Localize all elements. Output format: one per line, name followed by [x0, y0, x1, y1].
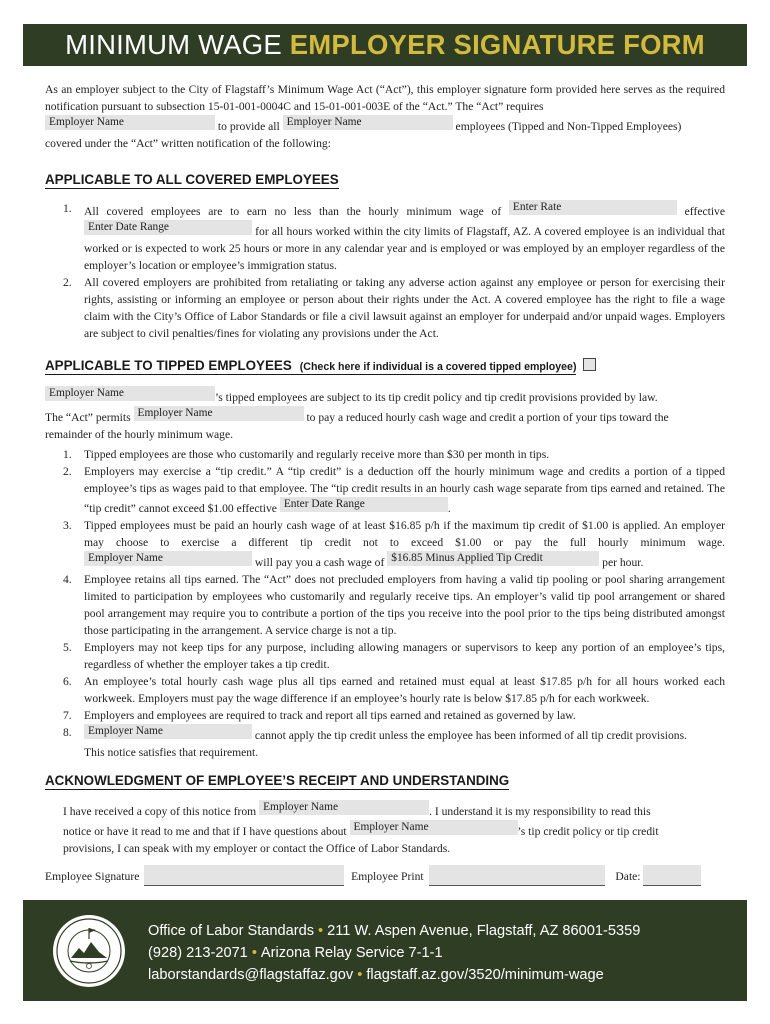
employee-print-field[interactable] [429, 865, 605, 886]
acknowledgment-paragraph: I have received a copy of this notice from Employer Name . I understand it is my responsibility to read this notice or have it read to me and that if I have questions about Employer Name ’s tip credit policy or tip credit provisions, I can speak with my employer or contact the Office of Labor Standards. [63, 801, 659, 855]
employer-name-field[interactable]: Employer Name [45, 115, 215, 130]
minimum-wage-rate-field[interactable]: Enter Rate [509, 200, 677, 215]
list-item: 1. All covered employees are to earn no less than the hourly minimum wage of Enter Rate effective Enter Date Range for all hours worked within the city limits of Flagstaff, AZ. A covered employee is an individual that worked or is expected to work 25 hours or more in any calendar year and is employed or was employed by an employer regardless of the employer’s location or employee’s immigration status. [63, 201, 726, 272]
tip-credit-date-range-field[interactable]: Enter Date Range [280, 497, 448, 512]
city-seal-icon [52, 914, 126, 988]
effective-date-range-field[interactable]: Enter Date Range [84, 220, 252, 235]
footer-contact [148, 920, 640, 986]
tipped-intro: Employer Name ’s tipped employees are subject to its tip credit policy and tip credit provisions provided by law. The “Act” permits Employer Name to pay a reduced hourly cash wage and credit a portion of your tips toward the remainder of the hourly minimum wage. [45, 387, 669, 441]
tipped-employee-checkbox[interactable] [583, 358, 596, 371]
list-item: 4. Employee retains all tips earned. The “Act” does not precluded employers from having a valid tip pooling or pool sharing arrangement limited to participation by employees who customarily and regularly receive tips. An employer’s valid tip pool arrangement or shared pool arrangement may require you to contribute a portion of the tips you receive into the pool prior to the tips being distributed amongst those participating in the arrangement. A service charge is not a tip. [63, 573, 725, 637]
footer-line-web: laborstandards@flagstaffaz.gov • flagstaff.az.gov/3520/minimum-wage [148, 967, 604, 983]
title-banner [23, 24, 747, 66]
list-item: 6. An employee’s total hourly cash wage plus all tips earned and retained must equal at least $17.85 p/h for all hours worked each workweek. Employers must pay the wage difference if an employee’s hourly rate is below $17.85 p/h for each workweek. [63, 675, 725, 705]
footer-website-link[interactable]: flagstaff.az.gov/3520/minimum-wage [366, 967, 604, 983]
footer [23, 900, 747, 1001]
list-item: 7. Employers and employees are required to track and report all tips earned and retained as governed by law. [63, 709, 576, 722]
list-item: 2. Employers may exercise a “tip credit.” A “tip credit” is a deduction off the hourly minimum wage and credits a portion of a tipped employee’s tips as wages paid to that employee. The “tip credit results in an hourly cash wage separate from tips earned and retained. The “tip credit” cannot exceed $1.00 effective Enter Date Range . [63, 465, 725, 515]
footer-email-link[interactable]: laborstandards@flagstaffaz.gov [148, 967, 354, 983]
list-item: 2. All covered employers are prohibited from retaliating or taking any adverse action against any employee or person for exercising their rights, assisting or informing an employee or person about their rights under the Act. A covered employee has the right to file a wage claim with the City’s Office of Labor Standards or file a civil lawsuit against an employer for underpaid and/or unpaid wages. Employers are subject to civil penalties/fines for violating any provisions under the Act. [63, 276, 725, 340]
date-field[interactable] [643, 865, 701, 886]
section-all-employees-heading: APPLICABLE TO ALL COVERED EMPLOYEES [45, 172, 339, 187]
employer-name-field[interactable]: Employer Name [84, 551, 252, 566]
section-all-employees-list [45, 200, 725, 342]
employer-name-field[interactable]: Employer Name [134, 406, 304, 421]
list-item: 8. Employer Name cannot apply the tip credit unless the employee has been informed of all tip credit provisions. This notice satisfies that requirement. [63, 725, 687, 759]
list-item: 1. Tipped employees are those who customarily and regularly receive more than $30 per month in tips. [63, 448, 550, 461]
employer-name-field[interactable]: Employer Name [84, 724, 252, 739]
employer-name-field[interactable]: Employer Name [259, 800, 429, 815]
intro-paragraph: As an employer subject to the City of Flagstaff’s Minimum Wage Act (“Act”), this employer signature form provided here serves as the required notification pursuant to subsection 15-01-001-0004C and 15-01-001-003E of the “Act.” The “Act” requires Employer Name to provide all Employer Name employees (Tipped and Non-Tipped Employees) covered under the “Act” written notification of the following: [45, 83, 725, 150]
list-item: 3. Tipped employees must be paid an hourly cash wage of at least $16.85 p/h if the maximum tip credit of $1.00 is applied. An employer may choose to exercise a different tip credit not to exceed $1.00 or pay the full hourly minimum wage. Employer Name will pay you a cash wage of $16.85 Minus Applied Tip Credit per hour. [63, 519, 725, 569]
signature-row: Employee Signature Employee Print Date: [45, 865, 735, 886]
employer-name-field[interactable]: Employer Name [45, 386, 215, 401]
tipped-list [45, 446, 725, 761]
employer-name-field[interactable]: Employer Name [283, 115, 453, 130]
employer-name-field[interactable]: Employer Name [350, 820, 518, 835]
footer-line-phone: (928) 213-2071 • Arizona Relay Service 7-1-1 [148, 945, 443, 961]
section-acknowledgment-heading: ACKNOWLEDGMENT OF EMPLOYEE’S RECEIPT AND UNDERSTANDING [45, 773, 510, 788]
page-title: MINIMUM WAGE EMPLOYER SIGNATURE FORM [65, 29, 705, 60]
employee-signature-field[interactable] [144, 865, 344, 886]
cash-wage-field[interactable]: $16.85 Minus Applied Tip Credit [387, 551, 599, 566]
list-item: 5. Employers may not keep tips for any purpose, including allowing managers or supervisors to keep any portion of an employee’s tips, regardless of whether the employer takes a tip credit. [63, 641, 725, 671]
footer-line-address: Office of Labor Standards • 211 W. Aspen Avenue, Flagstaff, AZ 86001-5359 [148, 923, 641, 939]
section-tipped-employees-heading: APPLICABLE TO TIPPED EMPLOYEES (Check here if individual is a covered tipped employee) [45, 357, 596, 375]
tipped-check-label: (Check here if individual is a covered tipped employee) [299, 361, 577, 373]
